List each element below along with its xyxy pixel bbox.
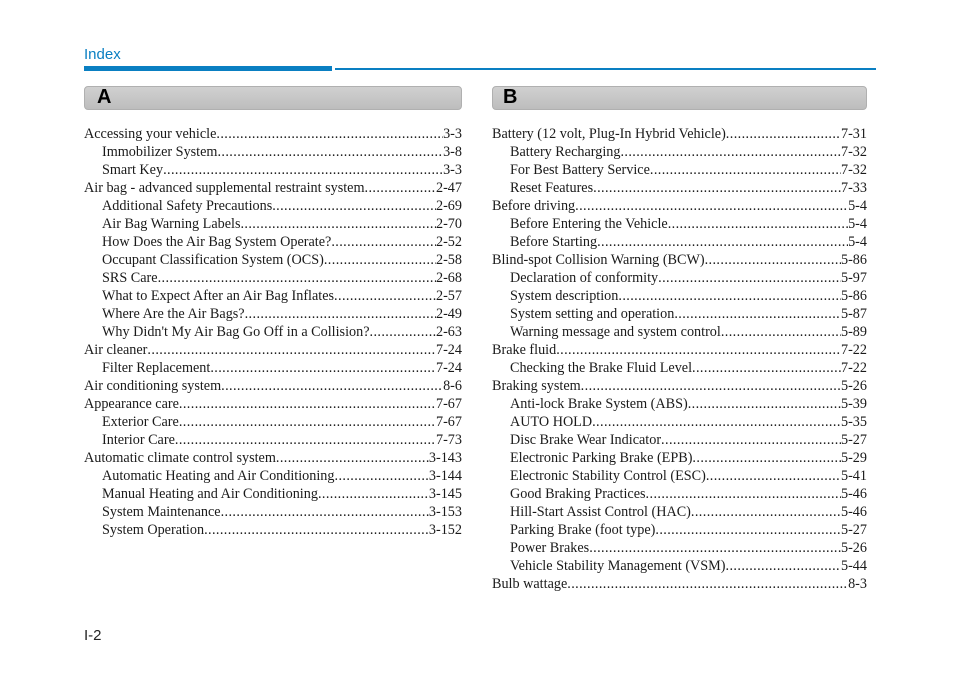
dot-leader <box>210 359 436 377</box>
entry-page-ref: 7-31 <box>840 126 867 142</box>
index-entry <box>492 377 867 395</box>
entry-title: Before Entering the Vehicle <box>510 216 668 232</box>
entry-title: Air Bag Warning Labels <box>102 216 241 232</box>
dot-leader <box>674 305 841 323</box>
index-subentry <box>492 503 867 521</box>
dot-leader <box>221 377 443 395</box>
index-subentry <box>84 161 462 179</box>
dot-leader <box>567 575 848 593</box>
entry-title: What to Expect After an Air Bag Inflates <box>102 288 335 304</box>
entry-page-ref: 7-32 <box>840 162 867 178</box>
index-subentry <box>492 143 867 161</box>
entry-page-ref: 2-47 <box>435 180 462 196</box>
entry-page-ref: 7-73 <box>435 432 462 448</box>
index-subentry <box>84 251 462 269</box>
entry-title: Why Didn't My Air Bag Go Off in a Collision? <box>102 324 370 340</box>
dot-leader <box>593 179 841 197</box>
index-subentry <box>492 395 867 413</box>
index-subentry <box>492 269 867 287</box>
dot-leader <box>668 215 848 233</box>
entry-title: How Does the Air Bag System Operate? <box>102 234 332 250</box>
entry-title: Where Are the Air Bags? <box>102 306 245 322</box>
index-subentry <box>84 413 462 431</box>
index-entry <box>492 575 867 593</box>
index-entry <box>492 341 867 359</box>
dot-leader <box>618 287 841 305</box>
index-entry <box>492 125 867 143</box>
entry-title: Good Braking Practices <box>510 486 646 502</box>
index-subentry <box>492 539 867 557</box>
dot-leader <box>688 395 841 413</box>
index-subentry <box>492 485 867 503</box>
entry-page-ref: 7-67 <box>435 396 462 412</box>
index-entry <box>84 377 462 395</box>
dot-leader <box>276 449 429 467</box>
index-column-b <box>492 86 867 593</box>
entry-title: For Best Battery Service <box>510 162 650 178</box>
index-subentry <box>492 359 867 377</box>
entry-title: Declaration of conformity <box>510 270 659 286</box>
dot-leader <box>331 233 436 251</box>
entry-page-ref: 2-63 <box>435 324 462 340</box>
index-subentry <box>84 233 462 251</box>
dot-leader <box>726 125 841 143</box>
dot-leader <box>318 485 429 503</box>
dot-leader <box>179 395 436 413</box>
entry-page-ref: 3-143 <box>428 450 462 466</box>
entry-title: System Maintenance <box>102 504 221 520</box>
index-subentry <box>84 197 462 215</box>
index-column-a <box>84 86 462 539</box>
entry-title: Exterior Care <box>102 414 179 430</box>
index-subentry <box>84 503 462 521</box>
entry-page-ref: 5-26 <box>840 540 867 556</box>
entry-page-ref: 2-57 <box>435 288 462 304</box>
index-entry <box>84 449 462 467</box>
entry-title: Before driving <box>492 198 576 214</box>
dot-leader <box>592 413 841 431</box>
dot-leader <box>581 377 841 395</box>
entry-title: Reset Features <box>510 180 594 196</box>
entry-page-ref: 7-32 <box>840 144 867 160</box>
dot-leader <box>272 197 436 215</box>
entry-page-ref: 5-4 <box>848 216 867 232</box>
entry-title: Electronic Parking Brake (EPB) <box>510 450 693 466</box>
dot-leader <box>692 449 841 467</box>
index-subentry <box>492 179 867 197</box>
entry-page-ref: 2-49 <box>435 306 462 322</box>
entry-title: Electronic Stability Control (ESC) <box>510 468 706 484</box>
entry-title: Immobilizer System <box>102 144 218 160</box>
index-subentry <box>492 233 867 251</box>
entry-page-ref: 5-46 <box>840 504 867 520</box>
entry-title: Automatic climate control system <box>84 450 276 466</box>
index-header-title: Index <box>84 46 121 63</box>
dot-leader <box>556 341 841 359</box>
entry-page-ref: 5-27 <box>840 522 867 538</box>
entry-page-ref: 5-29 <box>840 450 867 466</box>
entry-page-ref: 7-33 <box>840 180 867 196</box>
dot-leader <box>705 251 841 269</box>
entry-page-ref: 5-27 <box>840 432 867 448</box>
index-entries-b <box>492 125 867 593</box>
entry-page-ref: 5-41 <box>840 468 867 484</box>
entry-title: Battery (12 volt, Plug-In Hybrid Vehicle) <box>492 126 726 142</box>
index-subentry <box>84 431 462 449</box>
entry-title: Appearance care <box>84 396 179 412</box>
index-subentry <box>84 269 462 287</box>
entry-title: Battery Recharging <box>510 144 621 160</box>
entry-page-ref: 7-24 <box>435 342 462 358</box>
entry-title: System setting and operation <box>510 306 675 322</box>
dot-leader <box>240 215 436 233</box>
header-rule-thin <box>335 68 876 70</box>
entry-title: Bulb wattage <box>492 576 568 592</box>
entry-page-ref: 5-46 <box>840 486 867 502</box>
entry-title: Smart Key <box>102 162 164 178</box>
section-header-a <box>84 86 462 110</box>
dot-leader <box>370 323 436 341</box>
index-subentry <box>492 431 867 449</box>
index-entry <box>84 395 462 413</box>
entry-title: Additional Safety Precautions <box>102 198 273 214</box>
index-subentry <box>492 449 867 467</box>
dot-leader <box>655 521 841 539</box>
entry-page-ref: 5-97 <box>840 270 867 286</box>
entry-page-ref: 5-89 <box>840 324 867 340</box>
entry-title: Checking the Brake Fluid Level <box>510 360 693 376</box>
dot-leader <box>726 557 841 575</box>
index-subentry <box>492 215 867 233</box>
index-subentry <box>84 215 462 233</box>
dot-leader <box>365 179 436 197</box>
entry-page-ref: 7-24 <box>435 360 462 376</box>
entry-title: System description <box>510 288 619 304</box>
entry-page-ref: 5-35 <box>840 414 867 430</box>
entry-page-ref: 5-4 <box>848 198 867 214</box>
index-subentry <box>492 305 867 323</box>
entry-title: Parking Brake (foot type) <box>510 522 656 538</box>
entry-title: System Operation <box>102 522 205 538</box>
index-entry <box>84 125 462 143</box>
entry-title: Anti-lock Brake System (ABS) <box>510 396 688 412</box>
entry-page-ref: 2-68 <box>435 270 462 286</box>
dot-leader <box>335 467 429 485</box>
entry-page-ref: 5-87 <box>840 306 867 322</box>
dot-leader <box>706 467 841 485</box>
index-entry <box>84 341 462 359</box>
index-subentry <box>492 467 867 485</box>
dot-leader <box>204 521 429 539</box>
index-subentry <box>84 359 462 377</box>
dot-leader <box>661 431 841 449</box>
entry-title: Air cleaner <box>84 342 148 358</box>
dot-leader <box>324 251 436 269</box>
entry-page-ref: 3-144 <box>428 468 462 484</box>
index-entries-a <box>84 125 462 539</box>
dot-leader <box>179 413 436 431</box>
entry-title: Air bag - advanced supplemental restraint system <box>84 180 365 196</box>
entry-page-ref: 5-86 <box>840 288 867 304</box>
entry-title: Power Brakes <box>510 540 590 556</box>
entry-title: Air conditioning system <box>84 378 222 394</box>
index-subentry <box>492 161 867 179</box>
entry-title: Braking system <box>492 378 581 394</box>
entry-page-ref: 5-39 <box>840 396 867 412</box>
dot-leader <box>692 359 841 377</box>
dot-leader <box>175 431 436 449</box>
entry-title: SRS Care <box>102 270 158 286</box>
entry-page-ref: 3-152 <box>428 522 462 538</box>
dot-leader <box>658 269 841 287</box>
entry-title: Vehicle Stability Management (VSM) <box>510 558 726 574</box>
entry-page-ref: 5-86 <box>840 252 867 268</box>
entry-page-ref: 2-52 <box>435 234 462 250</box>
header-rule-thick <box>84 66 332 71</box>
dot-leader <box>650 161 841 179</box>
index-entry <box>492 197 867 215</box>
index-subentry <box>84 287 462 305</box>
dot-leader <box>216 125 443 143</box>
entry-page-ref: 2-69 <box>435 198 462 214</box>
entry-title: Before Starting <box>510 234 598 250</box>
entry-title: Automatic Heating and Air Conditioning <box>102 468 335 484</box>
dot-leader <box>691 503 841 521</box>
entry-page-ref: 2-70 <box>435 216 462 232</box>
index-subentry <box>492 287 867 305</box>
entry-page-ref: 5-26 <box>840 378 867 394</box>
index-subentry <box>84 305 462 323</box>
entry-page-ref: 3-145 <box>428 486 462 502</box>
entry-page-ref: 3-3 <box>443 126 462 142</box>
entry-title: Warning message and system control <box>510 324 721 340</box>
dot-leader <box>575 197 848 215</box>
dot-leader <box>221 503 429 521</box>
entry-page-ref: 3-153 <box>428 504 462 520</box>
entry-title: Manual Heating and Air Conditioning <box>102 486 318 502</box>
entry-title: Brake fluid <box>492 342 557 358</box>
dot-leader <box>620 143 841 161</box>
entry-page-ref: 7-22 <box>840 342 867 358</box>
entry-title: Hill-Start Assist Control (HAC) <box>510 504 691 520</box>
index-entry <box>492 251 867 269</box>
dot-leader <box>597 233 848 251</box>
index-subentry <box>492 557 867 575</box>
entry-page-ref: 3-8 <box>443 144 462 160</box>
index-subentry <box>492 323 867 341</box>
entry-title: Disc Brake Wear Indicator <box>510 432 662 448</box>
dot-leader <box>334 287 436 305</box>
entry-title: AUTO HOLD <box>510 414 593 430</box>
dot-leader <box>217 143 443 161</box>
page-number: I-2 <box>84 627 102 644</box>
section-letter-a: A <box>97 86 112 108</box>
dot-leader <box>589 539 841 557</box>
dot-leader <box>245 305 436 323</box>
dot-leader <box>163 161 443 179</box>
entry-title: Occupant Classification System (OCS) <box>102 252 324 268</box>
index-subentry <box>84 467 462 485</box>
dot-leader <box>721 323 841 341</box>
index-subentry <box>492 521 867 539</box>
section-header-b <box>492 86 867 110</box>
entry-title: Interior Care <box>102 432 175 448</box>
entry-page-ref: 2-58 <box>435 252 462 268</box>
entry-page-ref: 3-3 <box>443 162 462 178</box>
entry-title: Blind-spot Collision Warning (BCW) <box>492 252 705 268</box>
entry-page-ref: 7-67 <box>435 414 462 430</box>
index-subentry <box>84 485 462 503</box>
entry-page-ref: 8-3 <box>848 576 867 592</box>
entry-page-ref: 7-22 <box>840 360 867 376</box>
entry-page-ref: 5-4 <box>848 234 867 250</box>
entry-page-ref: 5-44 <box>840 558 867 574</box>
entry-title: Accessing your vehicle <box>84 126 217 142</box>
index-subentry <box>84 323 462 341</box>
index-subentry <box>84 143 462 161</box>
dot-leader <box>646 485 841 503</box>
index-subentry <box>84 521 462 539</box>
entry-page-ref: 8-6 <box>443 378 462 394</box>
dot-leader <box>147 341 436 359</box>
dot-leader <box>158 269 436 287</box>
index-entry <box>84 179 462 197</box>
index-subentry <box>492 413 867 431</box>
section-letter-b: B <box>503 86 518 108</box>
entry-title: Filter Replacement <box>102 360 211 376</box>
